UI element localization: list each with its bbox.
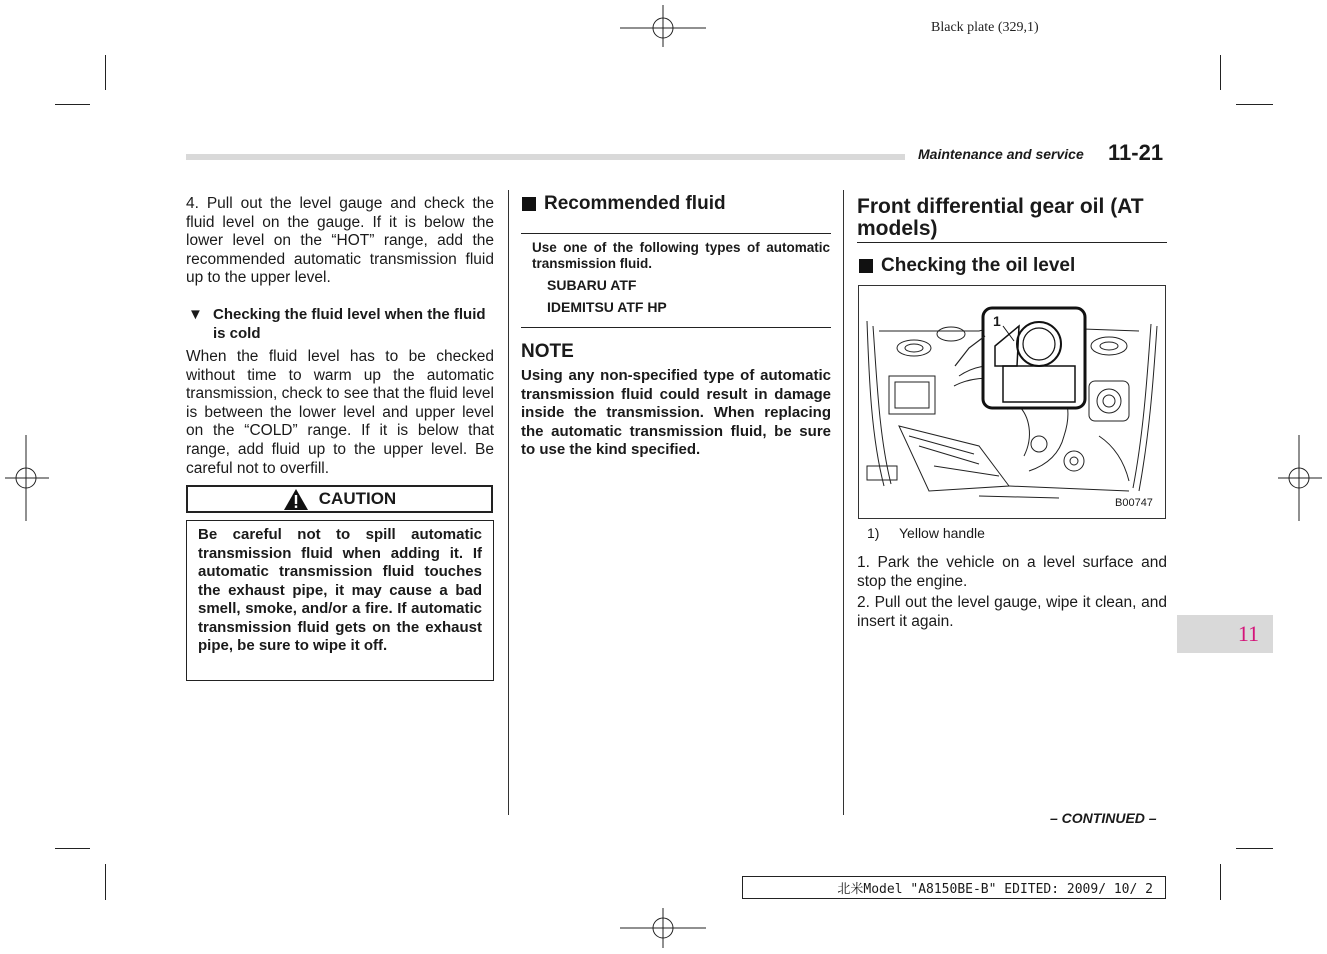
registration-mark-top xyxy=(620,5,706,47)
step-2-text: 2. Pull out the level gauge, wipe it clean, and insert it again. xyxy=(857,594,1167,630)
divider-line xyxy=(521,327,831,328)
divider-line xyxy=(521,233,831,234)
triangle-bullet-icon: ▼ xyxy=(188,306,203,323)
crop-mark xyxy=(105,55,106,90)
recommended-fluid-heading xyxy=(522,193,726,215)
column-divider xyxy=(843,190,844,815)
plate-label: Black plate (329,1) xyxy=(931,20,1039,35)
square-bullet-icon xyxy=(859,259,873,273)
section-title: Maintenance and service xyxy=(918,146,1084,162)
front-diff-heading: Front differential gear oil (AT models) xyxy=(857,195,1144,240)
crop-mark xyxy=(1220,864,1221,900)
caption-number: 1) xyxy=(867,525,880,541)
cold-check-subheading: Checking the fluid level when the fluid is cold xyxy=(213,306,486,342)
figure-code: B00747 xyxy=(1115,497,1153,509)
page-number: 11-21 xyxy=(1108,140,1164,165)
footer-edit-text: 北米Model "A8150BE-B" EDITED: 2009/ 10/ 2 xyxy=(837,882,1153,897)
registration-mark-right xyxy=(1278,435,1322,521)
caption-text: Yellow handle xyxy=(899,525,985,541)
column-divider xyxy=(508,190,509,815)
footer-edit-info xyxy=(742,876,1166,899)
crop-mark xyxy=(1236,848,1273,849)
cold-check-text: When the fluid level has to be checked without time to warm up the automatic transmission, check to see that the fluid level is between the lower level and upper level on the “COLD” range. If it is below that range, add fluid up to the upper level. Be careful not to overfill. xyxy=(186,348,494,477)
crop-mark xyxy=(1236,104,1273,105)
chapter-tab-number: 11 xyxy=(1237,621,1259,646)
checking-oil-heading-text: Checking the oil level xyxy=(881,255,1076,276)
crop-mark xyxy=(1220,55,1221,90)
caution-header xyxy=(186,485,493,513)
warning-triangle-icon xyxy=(283,488,309,511)
fluid-item: IDEMITSU ATF HP xyxy=(547,299,667,315)
fluid-intro-text: Use one of the following types of automatic transmission fluid. xyxy=(532,240,830,271)
caution-label: CAUTION xyxy=(318,489,397,508)
registration-mark-left xyxy=(5,435,49,521)
registration-mark-bottom xyxy=(620,908,706,948)
fluid-item: SUBARU ATF xyxy=(547,277,637,293)
crop-mark xyxy=(55,848,90,849)
step-4-text: 4. Pull out the level gauge and check the fluid level on the gauge. If it is below the lower level on the “HOT” range, add the recommended automatic transmission fluid up to the upper level. xyxy=(186,195,494,287)
caution-text: Be careful not to spill automatic transmission fluid when adding it. If automatic transmission fluid touches the exhaust pipe, it may cause a bad smell, smoke, and/or a fire. If automatic transmission fluid gets on the exhaust pipe, be sure to wipe it off. xyxy=(186,520,494,681)
note-text: Using any non-specified type of automatic transmission fluid could result in damage inside the transmission. When replacing the automatic transmission fluid, be sure to use the kind specified. xyxy=(521,367,831,458)
engine-bay-figure xyxy=(858,285,1166,519)
note-label: NOTE xyxy=(521,341,574,362)
crop-mark xyxy=(55,104,90,105)
checking-oil-heading xyxy=(859,255,1075,277)
square-bullet-icon xyxy=(522,197,536,211)
chapter-tab xyxy=(1177,615,1273,653)
figure-callout-number: 1 xyxy=(993,313,1001,329)
continued-label: – CONTINUED – xyxy=(1050,810,1157,826)
step-1-text: 1. Park the vehicle on a level surface and stop the engine. xyxy=(857,554,1167,590)
divider-line xyxy=(857,242,1167,243)
crop-mark xyxy=(105,864,106,900)
engine-bay-illustration xyxy=(859,286,1165,518)
recommended-fluid-heading-text: Recommended fluid xyxy=(544,193,726,214)
